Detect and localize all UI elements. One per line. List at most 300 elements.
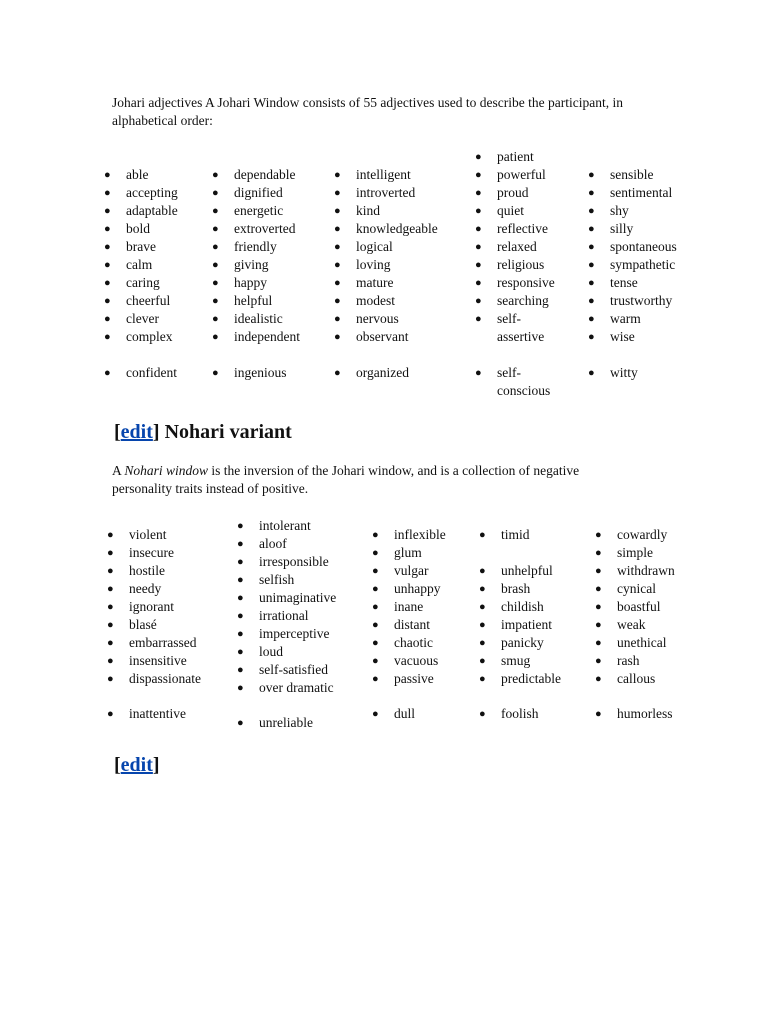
bullet-icon: ● [475,151,482,163]
bullet-icon: ● [104,259,111,271]
bullet-icon: ● [588,241,595,253]
johari-adjective: proud [497,185,529,200]
nohari-adjective: unimaginative [259,590,337,605]
bullet-icon: ● [104,277,111,289]
nohari-list-item [237,625,330,643]
section-heading-nohari [114,420,292,444]
nohari-adjective: weak [617,617,646,632]
bullet-icon: ● [588,313,595,325]
johari-adjective: self- [497,311,521,326]
nohari-adjective: unhelpful [501,563,553,578]
johari-adjective: helpful [234,293,273,308]
johari-list-item [475,364,521,382]
nohari-list-item [372,652,439,670]
section-heading-edit [114,753,160,777]
bullet-icon: ● [104,331,111,343]
nohari-list-item [107,526,167,544]
bullet-icon: ● [212,223,219,235]
bullet-icon: ● [107,655,114,667]
johari-adjective: friendly [234,239,277,254]
nohari-list-item [595,598,661,616]
nohari-adjective: intolerant [259,518,311,533]
johari-list-item [104,328,173,346]
johari-list-item [104,310,159,328]
bullet-icon: ● [475,367,482,379]
johari-list-item [588,364,638,382]
bullet-icon: ● [479,655,486,667]
bullet-icon: ● [212,241,219,253]
bullet-icon: ● [475,277,482,289]
johari-list-item [588,328,635,346]
bullet-icon: ● [588,187,595,199]
nohari-adjective: callous [617,671,656,686]
bullet-icon: ● [475,223,482,235]
bullet-icon: ● [588,295,595,307]
nohari-adjective: smug [501,653,531,668]
nohari-list-item [372,634,433,652]
nohari-list-item [237,643,284,661]
nohari-list-item [479,616,552,634]
nohari-list-item [595,670,656,688]
nohari-list-item [372,598,424,616]
johari-adjective: observant [356,329,409,344]
johari-list-item [475,184,529,202]
nohari-list-item [479,580,531,598]
johari-list-item [588,184,673,202]
nohari-adjective: panicky [501,635,544,650]
nohari-adjective: dispassionate [129,671,201,686]
nohari-adjective: rash [617,653,640,668]
nohari-adjective: withdrawn [617,563,675,578]
nohari-adjective: predictable [501,671,561,686]
johari-list-item [104,256,153,274]
bullet-icon: ● [595,637,602,649]
johari-adjective: self- [497,365,521,380]
johari-list-item [104,166,149,184]
bullet-icon: ● [107,547,114,559]
bullet-icon: ● [372,637,379,649]
nohari-adjective: childish [501,599,544,614]
bracket-open: [ [114,754,121,776]
johari-adjective: intelligent [356,167,411,182]
johari-list-item [212,238,277,256]
johari-adjective: giving [234,257,269,272]
johari-adjective: patient [497,149,534,164]
johari-list-item [334,256,391,274]
nohari-adjective: violent [129,527,167,542]
johari-list-item [212,202,284,220]
johari-list-item [588,166,654,184]
bullet-icon: ● [479,601,486,613]
nohari-list-item [107,705,186,723]
johari-list-item [475,202,524,220]
johari-adjective: loving [356,257,391,272]
nohari-adjective: unethical [617,635,667,650]
nohari-adjective: self-satisfied [259,662,328,677]
bullet-icon: ● [334,295,341,307]
johari-list-item [334,292,395,310]
johari-list-item [104,238,156,256]
johari-list-item [212,220,296,238]
nohari-adjective: inflexible [394,527,446,542]
johari-list-item [104,202,178,220]
bullet-icon: ● [334,205,341,217]
johari-adjective: shy [610,203,629,218]
nohari-adjective: cynical [617,581,656,596]
bullet-icon: ● [475,259,482,271]
section-title: Nohari variant [164,421,292,443]
bullet-icon: ● [588,169,595,181]
johari-adjective: reflective [497,221,548,236]
bullet-icon: ● [212,259,219,271]
bullet-icon: ● [372,547,379,559]
johari-adjective: sympathetic [610,257,676,272]
nohari-adjective: inane [394,599,424,614]
edit-link[interactable]: edit [120,421,153,443]
johari-list-item [497,328,544,346]
nohari-list-item [107,562,165,580]
johari-list-item [334,328,409,346]
nohari-adjective: cowardly [617,527,668,542]
bullet-icon: ● [372,583,379,595]
bullet-icon: ● [212,367,219,379]
bullet-icon: ● [372,601,379,613]
johari-adjective: relaxed [497,239,537,254]
johari-adjective: independent [234,329,300,344]
johari-list-item [334,166,411,184]
johari-adjective: sensible [610,167,654,182]
nohari-list-item [237,535,287,553]
nohari-list-item [479,652,531,670]
nohari-list-item [237,571,295,589]
bullet-icon: ● [104,187,111,199]
bullet-icon: ● [475,169,482,181]
nohari-list-item [107,616,157,634]
johari-adjective: cheerful [126,293,171,308]
bullet-icon: ● [104,313,111,325]
nohari-list-item [595,652,640,670]
bullet-icon: ● [475,187,482,199]
nohari-list-item [479,562,553,580]
edit-link[interactable]: edit [120,754,153,776]
bullet-icon: ● [107,619,114,631]
bullet-icon: ● [237,664,244,676]
johari-adjective: powerful [497,167,546,182]
bullet-icon: ● [479,708,486,720]
nohari-list-item [107,544,174,562]
nohari-list-item [595,562,675,580]
bullet-icon: ● [479,565,486,577]
johari-list-item [212,310,283,328]
johari-list-item [497,382,550,400]
johari-adjective: witty [610,365,638,380]
bullet-icon: ● [334,313,341,325]
johari-adjective: accepting [126,185,178,200]
bullet-icon: ● [212,313,219,325]
johari-adjective: searching [497,293,549,308]
johari-adjective: complex [126,329,173,344]
nohari-adjective: hostile [129,563,165,578]
johari-adjective: knowledgeable [356,221,438,236]
bullet-icon: ● [334,187,341,199]
bullet-icon: ● [588,277,595,289]
bullet-icon: ● [334,259,341,271]
bullet-icon: ● [595,619,602,631]
bullet-icon: ● [212,187,219,199]
bullet-icon: ● [334,169,341,181]
bullet-icon: ● [212,295,219,307]
nohari-list-item [107,580,162,598]
bullet-icon: ● [237,520,244,532]
nohari-list-item [372,526,446,544]
johari-list-item [475,220,548,238]
bullet-icon: ● [479,619,486,631]
nohari-list-item [372,544,422,562]
bullet-icon: ● [334,331,341,343]
johari-list-item [588,202,629,220]
johari-list-item [475,274,555,292]
bullet-icon: ● [475,295,482,307]
johari-list-item [588,220,634,238]
bullet-icon: ● [595,708,602,720]
bullet-icon: ● [107,529,114,541]
nohari-adjective: vacuous [394,653,439,668]
bullet-icon: ● [372,673,379,685]
bullet-icon: ● [107,601,114,613]
johari-list-item [104,364,177,382]
nohari-adjective: distant [394,617,430,632]
bullet-icon: ● [104,205,111,217]
johari-adjective: dependable [234,167,296,182]
nohari-adjective: chaotic [394,635,433,650]
nohari-list-item [107,598,174,616]
bracket-close: ] [152,754,160,776]
nohari-adjective: unreliable [259,715,313,730]
nohari-adjective: irrational [259,608,309,623]
johari-list-item [334,274,394,292]
nohari-list-item [372,616,430,634]
nohari-adjective: inattentive [129,706,186,721]
johari-adjective: religious [497,257,545,272]
bullet-icon: ● [237,717,244,729]
nohari-list-item [595,616,646,634]
johari-adjective: confident [126,365,177,380]
bullet-icon: ● [237,538,244,550]
bullet-icon: ● [588,205,595,217]
bullet-icon: ● [595,601,602,613]
johari-list-item [212,364,287,382]
bullet-icon: ● [475,313,482,325]
johari-adjective: wise [610,329,635,344]
johari-list-item [104,220,151,238]
bullet-icon: ● [595,529,602,541]
bullet-icon: ● [237,646,244,658]
bullet-icon: ● [212,169,219,181]
nohari-adjective: needy [129,581,162,596]
bullet-icon: ● [104,295,111,307]
johari-adjective: warm [610,311,641,326]
bullet-icon: ● [237,574,244,586]
johari-list-item [104,184,178,202]
bullet-icon: ● [588,259,595,271]
johari-adjective: energetic [234,203,284,218]
johari-list-item [104,274,160,292]
johari-adjective: extroverted [234,221,296,236]
bullet-icon: ● [212,205,219,217]
johari-adjective: logical [356,239,393,254]
johari-list-item [334,310,399,328]
nohari-adjective: passive [394,671,434,686]
nohari-list-item [479,634,544,652]
bullet-icon: ● [372,529,379,541]
bullet-icon: ● [237,682,244,694]
johari-adjective: bold [126,221,151,236]
johari-adjective: conscious [497,383,551,398]
nohari-list-item [372,705,416,723]
nohari-adjective: irresponsible [259,554,329,569]
johari-list-item [212,256,269,274]
johari-adjective: introverted [356,185,416,200]
nohari-adjective: foolish [501,706,539,721]
nohari-intro: A Nohari window is the inversion of the Johari window, and is a collection of negative personality traits instead of positive. [112,463,580,496]
bullet-icon: ● [104,223,111,235]
johari-adjective: silly [610,221,634,236]
bullet-icon: ● [372,565,379,577]
bullet-icon: ● [588,331,595,343]
johari-list-item [588,310,641,328]
nohari-list-item [237,553,329,571]
nohari-list-item [237,714,313,732]
nohari-adjective: aloof [259,536,287,551]
nohari-adjective: unhappy [394,581,441,596]
nohari-list-item [595,580,656,598]
bullet-icon: ● [595,583,602,595]
nohari-list-item [372,580,441,598]
nohari-list-item [237,517,311,535]
johari-adjective: ingenious [234,365,287,380]
johari-list-item [334,202,381,220]
johari-adjective: clever [126,311,159,326]
nohari-list-item [372,562,429,580]
bullet-icon: ● [595,547,602,559]
nohari-list-item [595,526,668,544]
bracket-open: [ [114,421,121,443]
bullet-icon: ● [237,592,244,604]
nohari-list-item [237,679,334,697]
johari-adjective: nervous [356,311,399,326]
johari-adjective: adaptable [126,203,178,218]
johari-list-item [475,166,546,184]
nohari-adjective: brash [501,581,531,596]
nohari-adjective: insensitive [129,653,187,668]
nohari-list-item [479,670,561,688]
bullet-icon: ● [212,331,219,343]
bullet-icon: ● [237,556,244,568]
bullet-icon: ● [372,655,379,667]
johari-adjective: spontaneous [610,239,677,254]
bullet-icon: ● [107,708,114,720]
johari-adjective: idealistic [234,311,283,326]
johari-intro: Johari adjectives A Johari Window consists of 55 adjectives used to describe the participant, in alphabetical order: [112,95,623,128]
nohari-adjective: vulgar [394,563,429,578]
nohari-list-item [237,661,328,679]
bullet-icon: ● [595,655,602,667]
nohari-adjective: embarrassed [129,635,197,650]
bullet-icon: ● [479,673,486,685]
nohari-adjective: dull [394,706,416,721]
nohari-list-item [107,670,201,688]
johari-list-item [334,238,393,256]
nohari-adjective: insecure [129,545,174,560]
johari-adjective: modest [356,293,395,308]
nohari-adjective: imperceptive [259,626,330,641]
johari-adjective: happy [234,275,267,290]
bullet-icon: ● [107,583,114,595]
johari-adjective: dignified [234,185,283,200]
johari-adjective: quiet [497,203,524,218]
johari-adjective: trustworthy [610,293,673,308]
johari-adjective: assertive [497,329,545,344]
nohari-adjective: humorless [617,706,673,721]
nohari-list-item [107,652,187,670]
nohari-adjective: impatient [501,617,552,632]
johari-list-item [475,256,545,274]
johari-list-item [212,328,300,346]
bullet-icon: ● [104,241,111,253]
johari-list-item [212,274,267,292]
bullet-icon: ● [372,619,379,631]
bullet-icon: ● [107,637,114,649]
johari-list-item [334,364,409,382]
johari-list-item [588,274,638,292]
johari-adjective: sentimental [610,185,673,200]
nohari-adjective: boastful [617,599,661,614]
johari-adjective: tense [610,275,638,290]
bullet-icon: ● [334,277,341,289]
bullet-icon: ● [479,529,486,541]
bullet-icon: ● [475,241,482,253]
bullet-icon: ● [334,367,341,379]
nohari-list-item [479,598,544,616]
nohari-window-term: Nohari window [124,463,209,478]
johari-list-item [104,292,171,310]
bullet-icon: ● [237,610,244,622]
johari-adjective: responsive [497,275,555,290]
bullet-icon: ● [372,708,379,720]
bullet-icon: ● [479,637,486,649]
bullet-icon: ● [595,565,602,577]
nohari-adjective: selfish [259,572,295,587]
johari-list-item [475,148,534,166]
bullet-icon: ● [595,673,602,685]
nohari-adjective: over dramatic [259,680,334,695]
bullet-icon: ● [212,277,219,289]
johari-adjective: brave [126,239,156,254]
bullet-icon: ● [588,223,595,235]
bracket-close: ] [152,421,160,443]
johari-adjective: calm [126,257,153,272]
johari-list-item [212,166,296,184]
nohari-list-item [237,607,309,625]
bullet-icon: ● [107,565,114,577]
nohari-list-item [595,634,667,652]
nohari-list-item [595,544,653,562]
nohari-list-item [372,670,434,688]
nohari-adjective: ignorant [129,599,174,614]
johari-list-item [475,310,521,328]
bullet-icon: ● [237,628,244,640]
johari-adjective: caring [126,275,160,290]
